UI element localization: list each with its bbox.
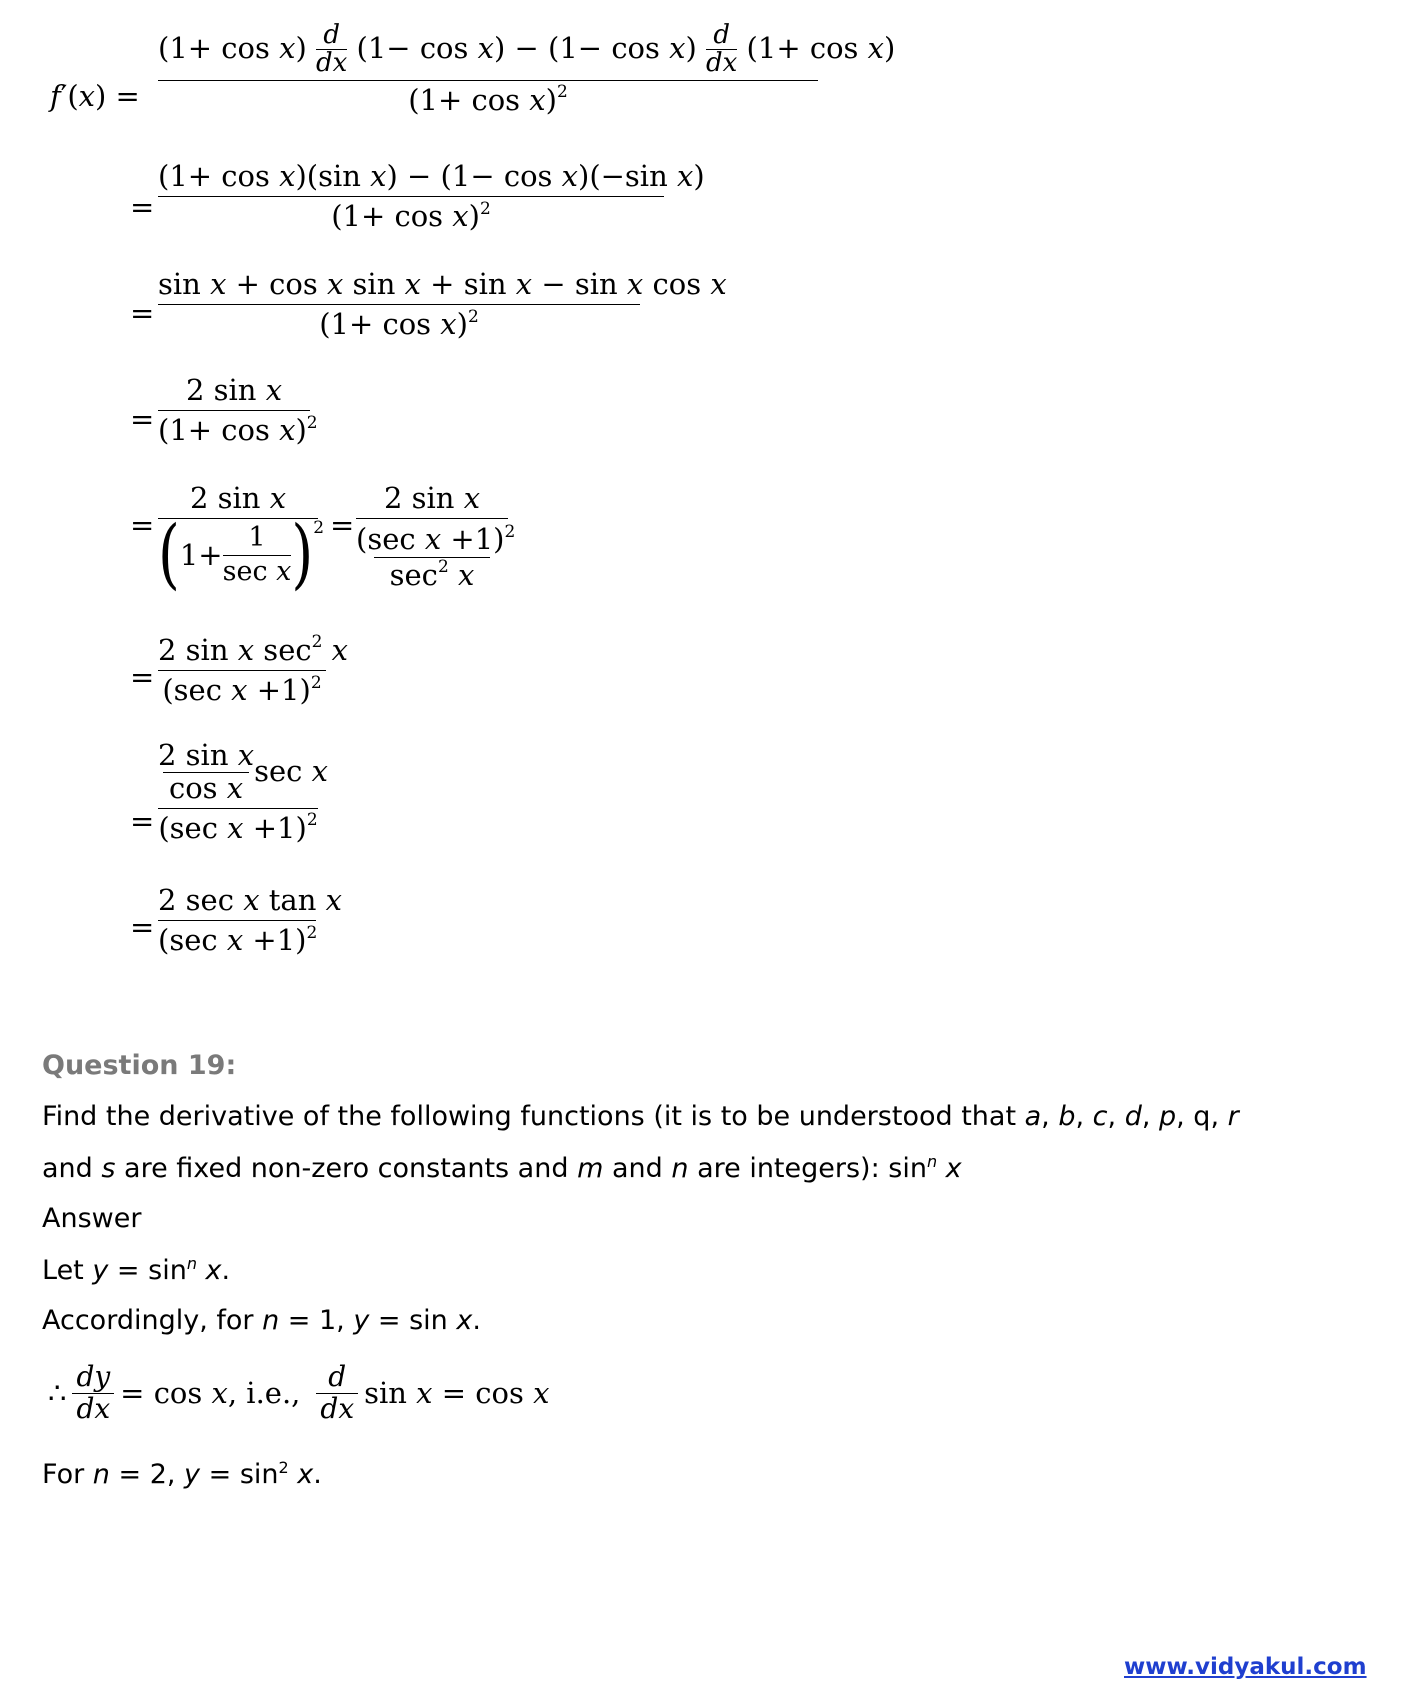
equals-sign: = — [130, 296, 155, 330]
equals-sign: = — [130, 508, 155, 542]
fraction-line-7: $\frac{\text{2 sin x}}{\text{cos x}}\sec$ x (sec x +1)$^2$ — [158, 738, 328, 845]
question-heading: Question 19: — [42, 1050, 237, 1081]
equals-sign: = — [130, 402, 155, 436]
fraction-line-4: 2 sin x $(1+ \cos x)^2$ — [158, 373, 318, 448]
for-n2-line: For n = 2, $y = \sin^2 x$. — [42, 1458, 322, 1490]
fraction-line-8: 2 sec x tan x (sec x +1)$^2$ — [158, 883, 342, 958]
answer-label: Answer — [42, 1203, 142, 1234]
fraction-line-6: 2 sin x $\sec^2 x$ (sec x +1)$^2$ — [158, 632, 349, 708]
equals-sign: = — [330, 508, 355, 542]
fraction-line-1: $(1+ \cos x) \frac{d}{dx} (1- \cos x) - (1- \cos x) \frac{d}{dx} (1+ \cos x)$ $(1+ \cos x)^2$ — [158, 20, 896, 117]
fraction-line-5: 2 sin x (1+ 1 sec x)$^2$ — [158, 481, 325, 599]
let-line: Let $y = \sin^n x$. — [42, 1254, 231, 1286]
equals-sign: = — [130, 190, 155, 224]
accordingly-line: Accordingly, for n = 1, y = sin x. — [42, 1305, 481, 1336]
therefore-line: ∴ $\frac{dy}{dx}$ = cos x, i.e., d dx sin x = cos x — [48, 1360, 550, 1425]
equals-sign: = — [130, 804, 155, 838]
line1-denominator: $(1+ \cos x)^2$ — [408, 81, 568, 117]
fraction-line-3: sin x + cos x sin x + sin x − sin x cos x $(1+ \cos x)^2$ — [158, 267, 727, 342]
equals-sign: = — [130, 910, 155, 944]
fraction-line-2: (1+ cos x)(sin x) − (1− cos x)(−sin x) $(1+ \cos x)^2$ — [158, 159, 705, 234]
derivative-lhs: f′(x) = — [50, 79, 140, 113]
question-text-line1: Find the derivative of the following functions (it is to be understood that a, b, c, d, p, q, r — [42, 1101, 1239, 1132]
equals-sign: = — [130, 660, 155, 694]
footer-website-link[interactable]: www.vidyakul.com — [1124, 1654, 1367, 1680]
question-text-line2: and s are fixed non-zero constants and m and n are integers): $\sin^n x$ — [42, 1152, 962, 1184]
fraction-line-5b: 2 sin x (sec x +1)$^2$ $\sec^2 x$ — [356, 481, 516, 593]
